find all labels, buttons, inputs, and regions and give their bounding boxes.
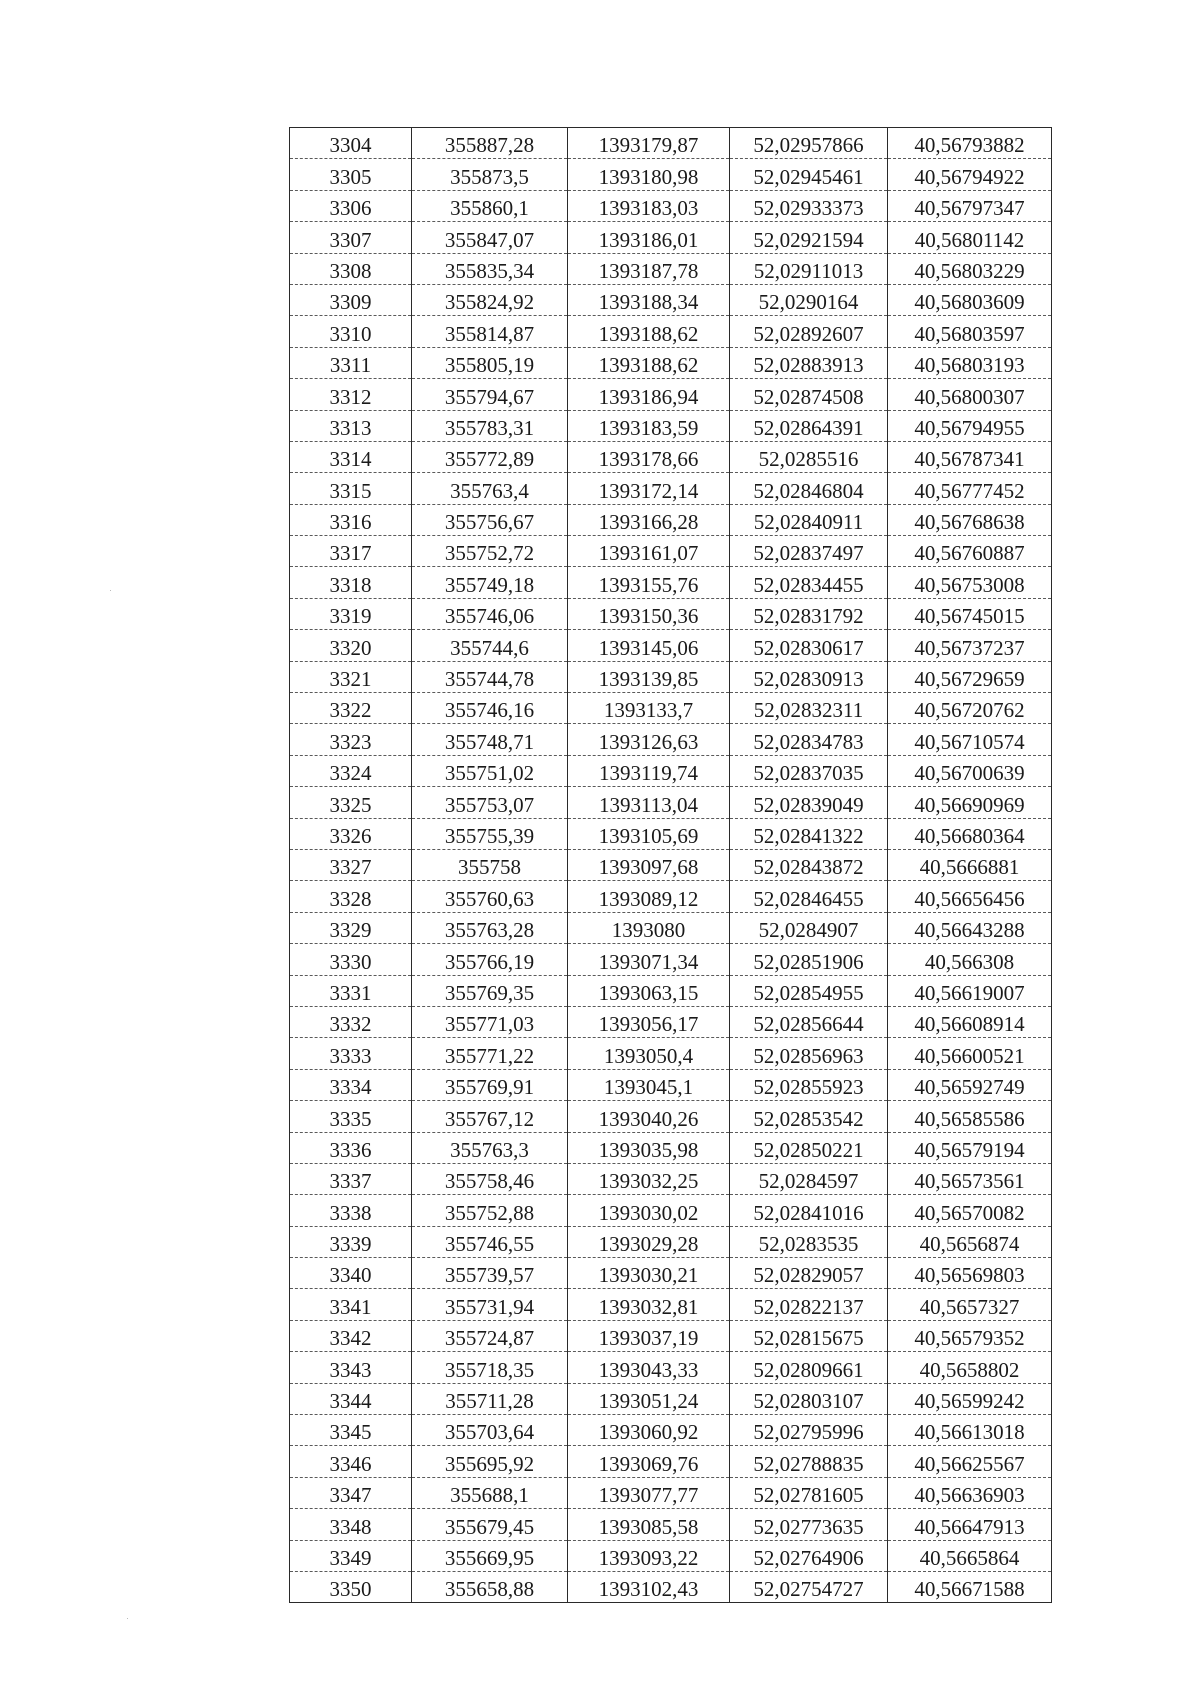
y-coordinate-cell: 1393032,25 [568,1163,730,1194]
latitude-cell: 52,02788835 [730,1446,888,1477]
table-row [290,1069,1052,1100]
point-number-cell: 3333 [290,1038,412,1069]
latitude-cell: 52,02856963 [730,1038,888,1069]
latitude-cell: 52,02892607 [730,316,888,347]
point-number-cell: 3315 [290,473,412,504]
point-number-cell: 3314 [290,441,412,472]
longitude-cell: 40,56700639 [888,755,1052,786]
y-coordinate-cell: 1393077,77 [568,1477,730,1508]
x-coordinate-cell: 355860,1 [412,190,568,221]
longitude-cell: 40,56625567 [888,1446,1052,1477]
x-coordinate-cell: 355760,63 [412,881,568,912]
latitude-cell: 52,02834455 [730,567,888,598]
latitude-cell: 52,02843872 [730,849,888,880]
longitude-cell: 40,56794922 [888,159,1052,190]
table-row [290,1446,1052,1477]
latitude-cell: 52,02846455 [730,881,888,912]
longitude-cell: 40,56793882 [888,128,1052,159]
x-coordinate-cell: 355746,16 [412,693,568,724]
y-coordinate-cell: 1393050,4 [568,1038,730,1069]
y-coordinate-cell: 1393069,76 [568,1446,730,1477]
x-coordinate-cell: 355771,22 [412,1038,568,1069]
y-coordinate-cell: 1393188,62 [568,316,730,347]
point-number-cell: 3325 [290,787,412,818]
latitude-cell: 52,02809661 [730,1352,888,1383]
latitude-cell: 52,02841322 [730,818,888,849]
longitude-cell: 40,56690969 [888,787,1052,818]
longitude-cell: 40,56803229 [888,253,1052,284]
x-coordinate-cell: 355824,92 [412,284,568,315]
latitude-cell: 52,0290164 [730,284,888,315]
latitude-cell: 52,02795996 [730,1415,888,1446]
y-coordinate-cell: 1393150,36 [568,598,730,629]
table-row [290,441,1052,472]
y-coordinate-cell: 1393155,76 [568,567,730,598]
latitude-cell: 52,02841016 [730,1195,888,1226]
table-row [290,1571,1052,1602]
longitude-cell: 40,56803609 [888,284,1052,315]
x-coordinate-cell: 355763,3 [412,1132,568,1163]
latitude-cell: 52,02803107 [730,1383,888,1414]
point-number-cell: 3334 [290,1069,412,1100]
table-row [290,787,1052,818]
table-row [290,944,1052,975]
point-number-cell: 3313 [290,410,412,441]
longitude-cell: 40,56600521 [888,1038,1052,1069]
table-row [290,347,1052,378]
y-coordinate-cell: 1393183,59 [568,410,730,441]
x-coordinate-cell: 355679,45 [412,1509,568,1540]
y-coordinate-cell: 1393060,92 [568,1415,730,1446]
y-coordinate-cell: 1393172,14 [568,473,730,504]
table-row [290,410,1052,441]
y-coordinate-cell: 1393166,28 [568,504,730,535]
y-coordinate-cell: 1393113,04 [568,787,730,818]
x-coordinate-cell: 355746,06 [412,598,568,629]
longitude-cell: 40,56803193 [888,347,1052,378]
y-coordinate-cell: 1393093,22 [568,1540,730,1571]
longitude-cell: 40,56729659 [888,661,1052,692]
longitude-cell: 40,56800307 [888,379,1052,410]
y-coordinate-cell: 1393037,19 [568,1320,730,1351]
longitude-cell: 40,56680364 [888,818,1052,849]
longitude-cell: 40,56613018 [888,1415,1052,1446]
point-number-cell: 3321 [290,661,412,692]
longitude-cell: 40,56573561 [888,1163,1052,1194]
point-number-cell: 3335 [290,1101,412,1132]
latitude-cell: 52,02764906 [730,1540,888,1571]
latitude-cell: 52,02864391 [730,410,888,441]
y-coordinate-cell: 1393133,7 [568,693,730,724]
x-coordinate-cell: 355711,28 [412,1383,568,1414]
x-coordinate-cell: 355695,92 [412,1446,568,1477]
latitude-cell: 52,02773635 [730,1509,888,1540]
table-row [290,755,1052,786]
point-number-cell: 3304 [290,128,412,159]
table-row [290,975,1052,1006]
x-coordinate-cell: 355814,87 [412,316,568,347]
y-coordinate-cell: 1393029,28 [568,1226,730,1257]
table-row [290,1258,1052,1289]
point-number-cell: 3305 [290,159,412,190]
table-row [290,1509,1052,1540]
table-row [290,1132,1052,1163]
latitude-cell: 52,02846804 [730,473,888,504]
x-coordinate-cell: 355744,78 [412,661,568,692]
y-coordinate-cell: 1393188,34 [568,284,730,315]
point-number-cell: 3312 [290,379,412,410]
table-row [290,316,1052,347]
y-coordinate-cell: 1393085,58 [568,1509,730,1540]
x-coordinate-cell: 355771,03 [412,1006,568,1037]
y-coordinate-cell: 1393180,98 [568,159,730,190]
point-number-cell: 3327 [290,849,412,880]
x-coordinate-cell: 355724,87 [412,1320,568,1351]
x-coordinate-cell: 355658,88 [412,1571,568,1602]
point-number-cell: 3307 [290,222,412,253]
x-coordinate-cell: 355794,67 [412,379,568,410]
point-number-cell: 3318 [290,567,412,598]
longitude-cell: 40,56760887 [888,536,1052,567]
point-number-cell: 3344 [290,1383,412,1414]
x-coordinate-cell: 355887,28 [412,128,568,159]
longitude-cell: 40,56636903 [888,1477,1052,1508]
table-row [290,598,1052,629]
latitude-cell: 52,0284597 [730,1163,888,1194]
y-coordinate-cell: 1393183,03 [568,190,730,221]
table-row [290,1415,1052,1446]
x-coordinate-cell: 355763,28 [412,912,568,943]
x-coordinate-cell: 355769,35 [412,975,568,1006]
latitude-cell: 52,0283535 [730,1226,888,1257]
table-row [290,128,1052,159]
latitude-cell: 52,02945461 [730,159,888,190]
point-number-cell: 3338 [290,1195,412,1226]
longitude-cell: 40,56585586 [888,1101,1052,1132]
point-number-cell: 3345 [290,1415,412,1446]
y-coordinate-cell: 1393188,62 [568,347,730,378]
point-number-cell: 3330 [290,944,412,975]
table-row [290,1320,1052,1351]
x-coordinate-cell: 355748,71 [412,724,568,755]
y-coordinate-cell: 1393178,66 [568,441,730,472]
table-row [290,284,1052,315]
point-number-cell: 3310 [290,316,412,347]
latitude-cell: 52,02883913 [730,347,888,378]
latitude-cell: 52,02851906 [730,944,888,975]
longitude-cell: 40,56737237 [888,630,1052,661]
point-number-cell: 3319 [290,598,412,629]
latitude-cell: 52,02754727 [730,1571,888,1602]
table-row [290,504,1052,535]
x-coordinate-cell: 355731,94 [412,1289,568,1320]
longitude-cell: 40,56803597 [888,316,1052,347]
longitude-cell: 40,56797347 [888,190,1052,221]
table-row [290,1101,1052,1132]
longitude-cell: 40,56794955 [888,410,1052,441]
table-row [290,1289,1052,1320]
y-coordinate-cell: 1393043,33 [568,1352,730,1383]
longitude-cell: 40,56777452 [888,473,1052,504]
table-row [290,1006,1052,1037]
point-number-cell: 3320 [290,630,412,661]
longitude-cell: 40,56647913 [888,1509,1052,1540]
x-coordinate-cell: 355688,1 [412,1477,568,1508]
latitude-cell: 52,02815675 [730,1320,888,1351]
x-coordinate-cell: 355766,19 [412,944,568,975]
y-coordinate-cell: 1393089,12 [568,881,730,912]
longitude-cell: 40,56643288 [888,912,1052,943]
x-coordinate-cell: 355835,34 [412,253,568,284]
y-coordinate-cell: 1393051,24 [568,1383,730,1414]
x-coordinate-cell: 355746,55 [412,1226,568,1257]
point-number-cell: 3317 [290,536,412,567]
point-number-cell: 3328 [290,881,412,912]
point-number-cell: 3337 [290,1163,412,1194]
table-row [290,630,1052,661]
y-coordinate-cell: 1393040,26 [568,1101,730,1132]
y-coordinate-cell: 1393126,63 [568,724,730,755]
y-coordinate-cell: 1393186,94 [568,379,730,410]
x-coordinate-cell: 355744,6 [412,630,568,661]
x-coordinate-cell: 355756,67 [412,504,568,535]
latitude-cell: 52,02855923 [730,1069,888,1100]
y-coordinate-cell: 1393161,07 [568,536,730,567]
table-row [290,693,1052,724]
latitude-cell: 52,02781605 [730,1477,888,1508]
table-row [290,473,1052,504]
longitude-cell: 40,5656874 [888,1226,1052,1257]
longitude-cell: 40,56787341 [888,441,1052,472]
point-number-cell: 3329 [290,912,412,943]
x-coordinate-cell: 355805,19 [412,347,568,378]
point-number-cell: 3339 [290,1226,412,1257]
x-coordinate-cell: 355739,57 [412,1258,568,1289]
point-number-cell: 3348 [290,1509,412,1540]
coordinates-table [289,127,1052,1603]
y-coordinate-cell: 1393032,81 [568,1289,730,1320]
y-coordinate-cell: 1393179,87 [568,128,730,159]
latitude-cell: 52,02921594 [730,222,888,253]
y-coordinate-cell: 1393071,34 [568,944,730,975]
latitude-cell: 52,0284907 [730,912,888,943]
latitude-cell: 52,02830913 [730,661,888,692]
x-coordinate-cell: 355751,02 [412,755,568,786]
y-coordinate-cell: 1393030,21 [568,1258,730,1289]
point-number-cell: 3346 [290,1446,412,1477]
longitude-cell: 40,56768638 [888,504,1052,535]
point-number-cell: 3306 [290,190,412,221]
y-coordinate-cell: 1393145,06 [568,630,730,661]
longitude-cell: 40,56579194 [888,1132,1052,1163]
table-row [290,1038,1052,1069]
latitude-cell: 52,02850221 [730,1132,888,1163]
x-coordinate-cell: 355767,12 [412,1101,568,1132]
x-coordinate-cell: 355763,4 [412,473,568,504]
y-coordinate-cell: 1393045,1 [568,1069,730,1100]
x-coordinate-cell: 355755,39 [412,818,568,849]
table-row [290,724,1052,755]
x-coordinate-cell: 355847,07 [412,222,568,253]
longitude-cell: 40,56753008 [888,567,1052,598]
latitude-cell: 52,02829057 [730,1258,888,1289]
table-row [290,536,1052,567]
longitude-cell: 40,56720762 [888,693,1052,724]
longitude-cell: 40,5657327 [888,1289,1052,1320]
table-row [290,253,1052,284]
y-coordinate-cell: 1393035,98 [568,1132,730,1163]
x-coordinate-cell: 355769,91 [412,1069,568,1100]
x-coordinate-cell: 355703,64 [412,1415,568,1446]
point-number-cell: 3342 [290,1320,412,1351]
table-row [290,1352,1052,1383]
point-number-cell: 3311 [290,347,412,378]
longitude-cell: 40,56671588 [888,1571,1052,1602]
table-row [290,159,1052,190]
table-row [290,661,1052,692]
latitude-cell: 52,02853542 [730,1101,888,1132]
x-coordinate-cell: 355873,5 [412,159,568,190]
latitude-cell: 52,02837035 [730,755,888,786]
longitude-cell: 40,56569803 [888,1258,1052,1289]
latitude-cell: 52,02933373 [730,190,888,221]
latitude-cell: 52,0285516 [730,441,888,472]
x-coordinate-cell: 355749,18 [412,567,568,598]
table-row [290,1540,1052,1571]
point-number-cell: 3323 [290,724,412,755]
longitude-cell: 40,56656456 [888,881,1052,912]
x-coordinate-cell: 355753,07 [412,787,568,818]
point-number-cell: 3349 [290,1540,412,1571]
table-row [290,1226,1052,1257]
table-row [290,190,1052,221]
y-coordinate-cell: 1393186,01 [568,222,730,253]
latitude-cell: 52,02840911 [730,504,888,535]
latitude-cell: 52,02834783 [730,724,888,755]
point-number-cell: 3308 [290,253,412,284]
latitude-cell: 52,02831792 [730,598,888,629]
point-number-cell: 3322 [290,693,412,724]
table-row [290,1383,1052,1414]
longitude-cell: 40,56801142 [888,222,1052,253]
x-coordinate-cell: 355783,31 [412,410,568,441]
longitude-cell: 40,56579352 [888,1320,1052,1351]
point-number-cell: 3326 [290,818,412,849]
y-coordinate-cell: 1393139,85 [568,661,730,692]
longitude-cell: 40,56619007 [888,975,1052,1006]
latitude-cell: 52,02854955 [730,975,888,1006]
table-row [290,1477,1052,1508]
longitude-cell: 40,56599242 [888,1383,1052,1414]
y-coordinate-cell: 1393080 [568,912,730,943]
y-coordinate-cell: 1393097,68 [568,849,730,880]
table-row [290,1195,1052,1226]
x-coordinate-cell: 355758 [412,849,568,880]
point-number-cell: 3324 [290,755,412,786]
x-coordinate-cell: 355718,35 [412,1352,568,1383]
x-coordinate-cell: 355752,88 [412,1195,568,1226]
point-number-cell: 3350 [290,1571,412,1602]
y-coordinate-cell: 1393105,69 [568,818,730,849]
latitude-cell: 52,02957866 [730,128,888,159]
point-number-cell: 3336 [290,1132,412,1163]
longitude-cell: 40,56570082 [888,1195,1052,1226]
y-coordinate-cell: 1393102,43 [568,1571,730,1602]
point-number-cell: 3340 [290,1258,412,1289]
y-coordinate-cell: 1393056,17 [568,1006,730,1037]
point-number-cell: 3316 [290,504,412,535]
longitude-cell: 40,5666881 [888,849,1052,880]
table-row [290,912,1052,943]
latitude-cell: 52,02911013 [730,253,888,284]
table-row [290,222,1052,253]
table-row [290,849,1052,880]
x-coordinate-cell: 355669,95 [412,1540,568,1571]
point-number-cell: 3332 [290,1006,412,1037]
longitude-cell: 40,56592749 [888,1069,1052,1100]
x-coordinate-cell: 355758,46 [412,1163,568,1194]
x-coordinate-cell: 355752,72 [412,536,568,567]
x-coordinate-cell: 355772,89 [412,441,568,472]
point-number-cell: 3347 [290,1477,412,1508]
table-row [290,881,1052,912]
y-coordinate-cell: 1393030,02 [568,1195,730,1226]
longitude-cell: 40,56710574 [888,724,1052,755]
longitude-cell: 40,56745015 [888,598,1052,629]
latitude-cell: 52,02839049 [730,787,888,818]
latitude-cell: 52,02856644 [730,1006,888,1037]
latitude-cell: 52,02874508 [730,379,888,410]
latitude-cell: 52,02832311 [730,693,888,724]
coordinates-table-body [290,128,1052,1603]
y-coordinate-cell: 1393119,74 [568,755,730,786]
point-number-cell: 3341 [290,1289,412,1320]
longitude-cell: 40,56608914 [888,1006,1052,1037]
latitude-cell: 52,02822137 [730,1289,888,1320]
table-row [290,818,1052,849]
latitude-cell: 52,02837497 [730,536,888,567]
table-row [290,567,1052,598]
longitude-cell: 40,5658802 [888,1352,1052,1383]
point-number-cell: 3309 [290,284,412,315]
point-number-cell: 3343 [290,1352,412,1383]
table-row [290,1163,1052,1194]
latitude-cell: 52,02830617 [730,630,888,661]
table-row [290,379,1052,410]
longitude-cell: 40,566308 [888,944,1052,975]
longitude-cell: 40,5665864 [888,1540,1052,1571]
y-coordinate-cell: 1393187,78 [568,253,730,284]
y-coordinate-cell: 1393063,15 [568,975,730,1006]
point-number-cell: 3331 [290,975,412,1006]
